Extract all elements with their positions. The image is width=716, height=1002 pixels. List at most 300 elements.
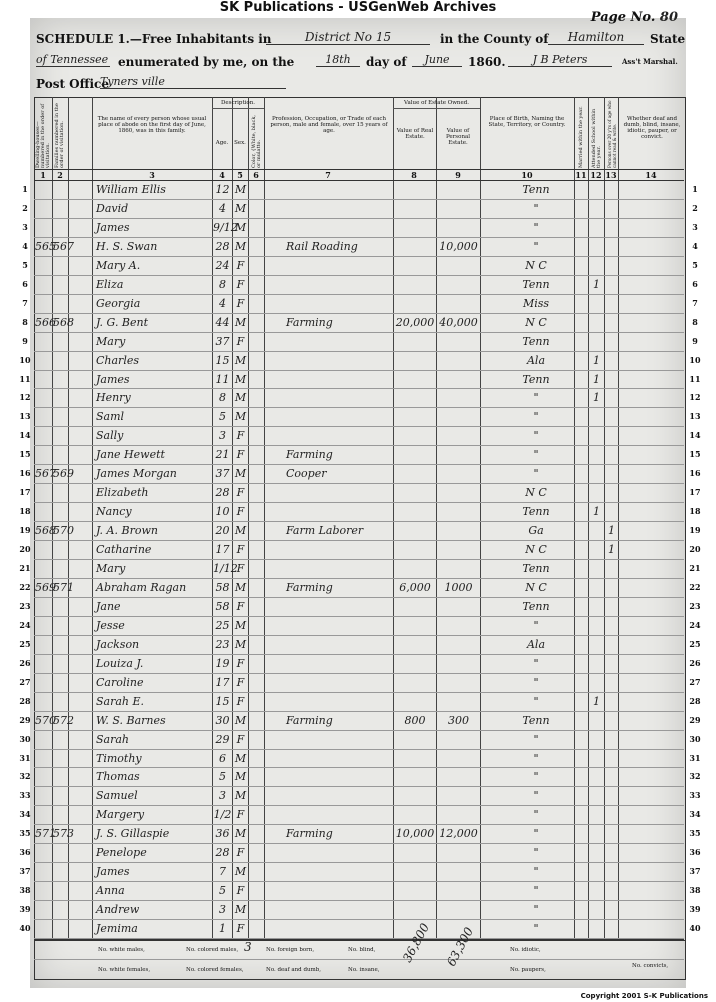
person-name: W. S. Barnes [96, 713, 166, 727]
age-cell: 44 [215, 315, 230, 329]
row-number-right: 30 [689, 733, 701, 744]
footer-deaf-dumb: No. deaf and dumb, [266, 967, 321, 973]
row-number-right: 28 [689, 695, 701, 706]
birthplace-cell: " [533, 846, 539, 860]
row-number-left: 13 [19, 411, 31, 422]
row-number-left: 30 [19, 733, 31, 744]
col-divider [92, 97, 93, 939]
row-number-left: 19 [19, 525, 31, 536]
row-line [34, 294, 684, 295]
personal-estate-cell: 300 [448, 713, 469, 727]
marshal-value: J B Peters [508, 53, 612, 67]
family-number: 571 [53, 580, 74, 594]
age-cell: 4 [219, 296, 226, 310]
person-name: Mary [96, 334, 126, 348]
birthplace-cell: Tenn [522, 713, 550, 727]
person-name: Sarah E. [96, 694, 145, 708]
row-number-left: 10 [19, 354, 31, 365]
age-cell: 17 [215, 675, 230, 689]
age-cell: 4 [219, 201, 226, 215]
sex-cell: M [234, 827, 247, 841]
row-number-left: 28 [19, 695, 31, 706]
person-name: David [96, 201, 129, 215]
sex-cell: F [236, 732, 245, 746]
real-estate-cell: 20,000 [395, 315, 435, 329]
col-divider [574, 97, 575, 939]
row-number-left: 12 [19, 392, 31, 403]
sex-cell: M [234, 353, 247, 367]
row-line [34, 843, 684, 844]
row-number-right: 31 [689, 752, 701, 763]
person-name: Jane [96, 599, 121, 613]
birthplace-cell: N C [525, 486, 547, 500]
column-number: 14 [645, 170, 657, 180]
footer-colored-females: No. colored females, [186, 967, 244, 973]
age-cell: 19 [215, 656, 230, 670]
age-cell: 5 [219, 770, 226, 784]
row-line [34, 483, 684, 484]
occupation-cell: Farming [286, 713, 333, 727]
school-cell: 1 [593, 372, 600, 386]
description-header: Description. [212, 100, 264, 109]
row-line [34, 559, 684, 560]
row-line [34, 256, 684, 257]
row-line [34, 388, 684, 389]
row-line [34, 332, 684, 333]
sex-cell: F [236, 505, 245, 519]
birthplace-cell: Tenn [522, 599, 550, 613]
birthplace-cell: N C [525, 543, 547, 557]
age-cell: 3 [219, 429, 226, 443]
occupation-cell: Farming [286, 580, 333, 594]
row-number-right: 13 [689, 411, 701, 422]
birthplace-cell: " [533, 827, 539, 841]
age-cell: 15 [215, 353, 230, 367]
birthplace-cell: " [533, 732, 539, 746]
birthplace-cell: Tenn [522, 183, 550, 196]
sex-cell: M [234, 770, 247, 784]
birthplace-cell: Ala [526, 353, 546, 367]
age-cell: 17 [215, 543, 230, 557]
footer-blind: No. blind, [348, 947, 376, 953]
person-name: Timothy [96, 751, 142, 765]
person-name: Sarah [96, 732, 129, 746]
birthplace-cell: " [533, 429, 539, 443]
personal-estate-cell: 10,000 [439, 239, 478, 253]
row-number-right: 21 [689, 563, 701, 573]
school-cell: 1 [593, 391, 600, 405]
sex-cell: F [236, 277, 245, 291]
row-number-right: 2 [692, 202, 698, 213]
birthplace-cell: " [533, 467, 539, 481]
row-line [34, 900, 684, 901]
age-cell: 7 [219, 865, 226, 879]
age-cell: 5 [219, 410, 226, 424]
person-name: Jane Hewett [96, 448, 165, 462]
row-number-right: 6 [692, 278, 698, 289]
row-line [34, 540, 684, 541]
row-number-left: 11 [19, 373, 31, 384]
col-divider [393, 97, 394, 939]
footer-mid-line [34, 959, 684, 960]
real-estate-cell: 800 [404, 713, 426, 727]
row-line [34, 919, 684, 920]
row-number-left: 23 [19, 600, 31, 611]
row-number-left: 37 [19, 866, 31, 877]
dwelling-number: 567 [35, 467, 56, 481]
footer-white-males: No. white males, [98, 947, 145, 953]
post-office-label: Post Office [36, 77, 109, 91]
row-number-right: 10 [689, 354, 701, 365]
age-cell: 10 [215, 505, 230, 519]
row-number-left: 33 [19, 790, 31, 801]
birthplace-cell: " [533, 751, 539, 765]
occupation-cell: Farming [286, 448, 333, 462]
age-cell: 24 [215, 258, 230, 272]
row-number-right: 26 [689, 657, 701, 668]
birthplace-cell: " [533, 239, 539, 253]
person-name: Samuel [96, 789, 138, 803]
row-line [34, 351, 684, 352]
row-number-right: 24 [689, 619, 701, 630]
occupation-cell: Farming [286, 827, 333, 841]
row-number-right: 39 [689, 904, 701, 915]
birthplace-cell: N C [525, 315, 547, 329]
family-number: 569 [53, 467, 74, 481]
row-number-left: 24 [19, 619, 31, 630]
row-number-right: 27 [689, 676, 701, 687]
col13-header: Persons over 20 y'rs of age who cannot read & write. [606, 100, 617, 168]
person-name: James [96, 220, 130, 234]
age-cell: 20 [215, 524, 230, 538]
illiterate-cell: 1 [608, 524, 615, 538]
age-cell: 8 [219, 391, 226, 405]
birthplace-cell: Tenn [522, 372, 550, 386]
personal-estate-cell: 40,000 [439, 315, 478, 329]
age-cell: 12 [215, 183, 230, 196]
row-number-left: 36 [19, 847, 31, 858]
row-number-left: 29 [19, 714, 31, 725]
row-number-left: 27 [19, 676, 31, 687]
row-line [34, 786, 684, 787]
birthplace-cell: " [533, 770, 539, 784]
row-number-right: 25 [689, 638, 701, 649]
col-divider [68, 97, 69, 939]
person-name: Catharine [96, 543, 152, 557]
birthplace-cell: " [533, 618, 539, 632]
row-number-left: 6 [22, 278, 28, 289]
row-number-left: 25 [19, 638, 31, 649]
person-name: Nancy [96, 505, 132, 519]
sex-cell: F [236, 922, 245, 936]
birthplace-cell: " [533, 922, 539, 936]
occupation-cell: Farming [286, 315, 333, 329]
sex-cell: F [236, 884, 245, 898]
col7-header: Profession, Occupation, or Trade of each person, male and female, over 15 years of age. [270, 116, 388, 134]
column-number: 10 [521, 170, 533, 180]
col-divider [264, 97, 265, 939]
school-cell: 1 [593, 277, 600, 291]
enumerated-label: enumerated by me, on the [118, 55, 295, 69]
col-divider [248, 97, 249, 939]
row-number-right: 14 [689, 430, 701, 441]
sex-cell: M [234, 239, 247, 253]
age-cell: 28 [215, 846, 230, 860]
row-line [34, 370, 684, 371]
birthplace-cell: Miss [522, 296, 550, 310]
sex-cell: F [236, 656, 245, 670]
footer-foreign-born: No. foreign born, [266, 947, 315, 953]
row-line [34, 426, 684, 427]
header-separator [34, 180, 684, 181]
birthplace-cell: N C [525, 258, 547, 272]
sex-cell: M [234, 201, 247, 215]
row-line [34, 218, 684, 219]
birthplace-cell: " [533, 884, 539, 898]
schedule-title: SCHEDULE 1.—Free Inhabitants in [36, 32, 272, 46]
age-cell: 29 [215, 732, 230, 746]
birthplace-cell: " [533, 694, 539, 708]
row-number-right: 20 [689, 544, 701, 555]
row-number-right: 8 [692, 316, 698, 327]
row-number-left: 2 [22, 202, 28, 213]
row-number-left: 7 [22, 297, 28, 308]
row-number-right: 15 [689, 449, 701, 460]
person-name: J. A. Brown [96, 524, 158, 538]
col-divider [604, 97, 605, 939]
dwelling-number: 570 [35, 713, 56, 727]
sex-cell: M [234, 580, 247, 594]
row-line [34, 654, 684, 655]
person-name: Caroline [96, 675, 144, 689]
person-name: Sally [96, 429, 124, 443]
person-name: Louiza J. [96, 656, 144, 670]
page-number-value: 80 [659, 10, 678, 25]
row-number-right: 1 [692, 184, 698, 194]
col-divider [52, 97, 53, 939]
row-number-left: 39 [19, 904, 31, 915]
sex-cell: M [234, 391, 247, 405]
row-number-right: 5 [692, 259, 698, 270]
column-number: 9 [455, 170, 461, 180]
person-name: H. S. Swan [96, 239, 158, 253]
value-estate-header: Value of Estate Owned. [393, 100, 480, 109]
person-name: Georgia [96, 296, 141, 310]
age-cell: 58 [215, 599, 230, 613]
person-name: William Ellis [96, 183, 166, 196]
person-name: Jesse [96, 618, 125, 632]
column-number: 13 [605, 170, 617, 180]
person-name: J. S. Gillaspie [96, 827, 170, 841]
row-number-right: 4 [692, 240, 698, 251]
column-number: 12 [590, 170, 602, 180]
sex-cell: M [234, 789, 247, 803]
month-value: June [412, 53, 462, 67]
dwelling-number: 565 [35, 239, 56, 253]
sex-cell: M [234, 183, 247, 196]
footer-convicts: No. convicts, [632, 963, 669, 969]
row-number-right: 32 [689, 771, 701, 782]
birthplace-cell: N C [525, 580, 547, 594]
birthplace-cell: " [533, 201, 539, 215]
family-number: 573 [53, 827, 74, 841]
row-number-right: 7 [692, 297, 698, 308]
col5-header: Sex. [234, 140, 246, 146]
footer-idiotic: No. idiotic, [510, 947, 541, 953]
col14-header: Whether deaf and dumb, blind, insane, idiotic, pauper, or convict. [623, 116, 681, 140]
row-line [34, 464, 684, 465]
footer-paupers: No. paupers, [510, 967, 546, 973]
row-number-left: 31 [19, 752, 31, 763]
column-number: 4 [219, 170, 225, 180]
age-cell: 25 [215, 618, 230, 632]
family-number: 570 [53, 524, 74, 538]
birthplace-cell: " [533, 808, 539, 822]
occupation-cell: Rail Roading [286, 239, 358, 253]
row-number-left: 17 [19, 487, 31, 498]
row-line [34, 749, 684, 750]
sex-cell: M [234, 637, 247, 651]
person-name: James [96, 865, 130, 879]
person-name: Charles [96, 353, 139, 367]
day-label: day of [366, 55, 407, 69]
personal-estate-cell: 1000 [444, 580, 473, 594]
row-line [34, 502, 684, 503]
sex-cell: M [234, 751, 247, 765]
person-name: James Morgan [96, 467, 177, 481]
sex-cell: M [234, 865, 247, 879]
row-line [34, 805, 684, 806]
sex-cell: F [236, 543, 245, 557]
row-number-right: 3 [692, 221, 698, 232]
sex-cell: M [234, 467, 247, 481]
row-number-left: 15 [19, 449, 31, 460]
sex-cell: M [234, 315, 247, 329]
row-number-left: 38 [19, 885, 31, 896]
footer-insane: No. insane, [348, 967, 380, 973]
birthplace-cell: Tenn [522, 505, 550, 519]
sex-cell: M [234, 372, 247, 386]
family-number: 572 [53, 713, 74, 727]
age-cell: 28 [215, 239, 230, 253]
row-line [34, 730, 684, 731]
person-name: Andrew [96, 903, 140, 917]
column-number: 1 [40, 170, 46, 180]
district-value: District No 15 [266, 30, 430, 45]
footer-real-total: 36,800 [400, 920, 433, 965]
row-number-right: 17 [689, 487, 701, 498]
row-number-left: 40 [19, 923, 31, 934]
dwelling-number: 568 [35, 524, 56, 538]
row-number-right: 16 [689, 468, 701, 479]
row-number-right: 11 [689, 373, 701, 384]
person-name: Anna [96, 884, 125, 898]
page-number [591, 10, 678, 25]
row-line [34, 597, 684, 598]
row-line [34, 521, 684, 522]
col6-header: Color, {White, black, or mulatto. [250, 115, 262, 168]
sex-cell: F [236, 429, 245, 443]
dwelling-number: 569 [35, 580, 56, 594]
age-cell: 3 [219, 903, 226, 917]
birthplace-cell: " [533, 656, 539, 670]
person-name: Saml [96, 410, 125, 424]
row-line [34, 635, 684, 636]
column-number: 8 [411, 170, 417, 180]
row-number-right: 35 [689, 828, 701, 839]
column-number: 3 [149, 170, 155, 180]
column-number: 2 [57, 170, 63, 180]
column-number: 7 [325, 170, 331, 180]
row-line [34, 445, 684, 446]
age-cell: 1/2 [213, 808, 232, 822]
dwelling-number: 571 [35, 827, 56, 841]
row-number-right: 12 [689, 392, 701, 403]
sex-cell: M [234, 618, 247, 632]
occupation-cell: Cooper [286, 467, 327, 481]
col-divider [480, 97, 481, 939]
county-value: Hamilton [548, 30, 644, 45]
row-line [34, 237, 684, 238]
copyright-notice: Copyright 2001 S-K Publications [580, 992, 708, 1000]
col-divider [618, 97, 619, 939]
age-cell: 5 [219, 884, 226, 898]
birthplace-cell: " [533, 865, 539, 879]
family-number: 568 [53, 315, 74, 329]
row-line [34, 767, 684, 768]
row-number-right: 33 [689, 790, 701, 801]
sex-cell: F [236, 675, 245, 689]
birthplace-cell: Ga [528, 524, 544, 538]
sex-cell: F [236, 334, 245, 348]
person-name: Jemima [96, 922, 138, 936]
birthplace-cell: " [533, 410, 539, 424]
row-number-left: 4 [22, 240, 28, 251]
person-name: Abraham Ragan [96, 580, 187, 594]
row-number-left: 3 [22, 221, 28, 232]
age-cell: 37 [215, 467, 230, 481]
row-number-left: 35 [19, 828, 31, 839]
col12-header: Attended School within the year. [590, 108, 602, 168]
column-number: 5 [237, 170, 243, 180]
sex-cell: M [234, 410, 247, 424]
person-name: J. G. Bent [96, 315, 149, 329]
sex-cell: M [234, 713, 247, 727]
person-name: Margery [96, 808, 145, 822]
dwelling-number: 566 [35, 315, 56, 329]
age-cell: 1 [219, 922, 226, 936]
col11-header: Married within the year. [578, 106, 584, 168]
person-name: Jackson [96, 637, 140, 651]
row-line [34, 275, 684, 276]
real-estate-cell: 10,000 [395, 827, 435, 841]
row-number-right: 9 [692, 335, 698, 346]
row-number-left: 1 [22, 184, 28, 194]
state-label: State [650, 32, 686, 46]
illiterate-cell: 1 [608, 543, 615, 557]
col-divider [436, 97, 437, 939]
footer-pers-total: 63,300 [444, 924, 477, 969]
sex-cell: F [236, 258, 245, 272]
school-cell: 1 [593, 505, 600, 519]
person-name: Penelope [96, 846, 147, 860]
birthplace-cell: " [533, 220, 539, 234]
row-number-left: 16 [19, 468, 31, 479]
col8-header: Value of Real Estate. [396, 128, 434, 140]
row-number-right: 37 [689, 866, 701, 877]
row-line [34, 692, 684, 693]
row-number-left: 8 [22, 316, 28, 327]
